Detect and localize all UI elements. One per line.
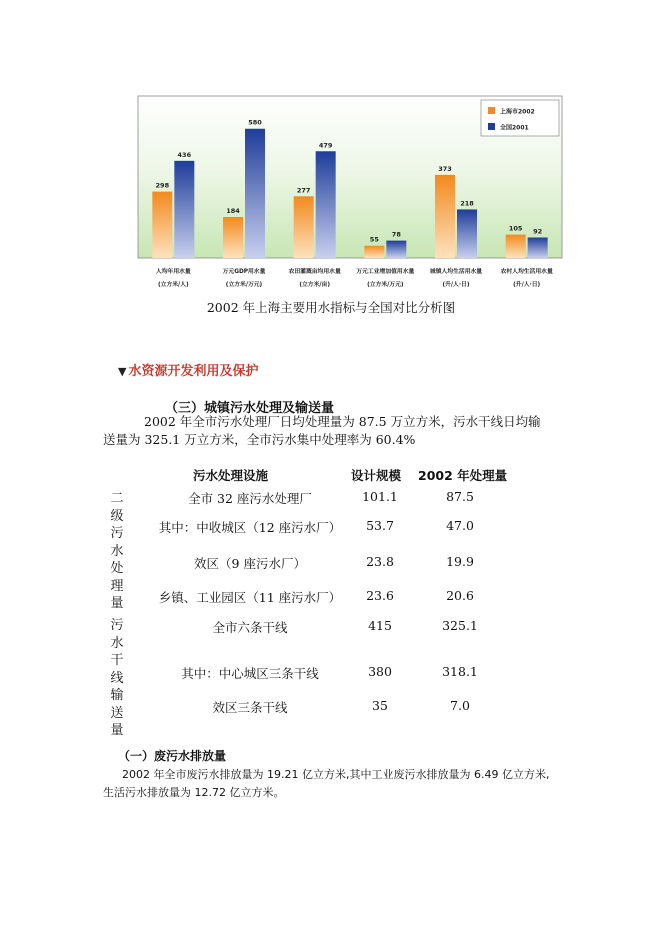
paragraph-line-2: 送量为 325.1 万立方米，全市污水集中处理率为 60.4% (103, 432, 416, 447)
bar-value-label: 55 (369, 235, 379, 244)
group-label-char: 污 (110, 618, 124, 633)
table-row-processed: 19.9 (446, 554, 474, 569)
table-row-name: 其中：中收城区（12 座污水厂） (158, 520, 342, 535)
table-row-processed: 20.6 (446, 588, 474, 603)
category-unit-label: (立方米/人) (158, 282, 189, 288)
group-label-char: 送 (110, 705, 124, 721)
table-row-processed: 87.5 (446, 489, 474, 504)
header-design: 设计规模 (351, 468, 402, 483)
group-label-char: 量 (110, 723, 124, 738)
bar-national-2001 (457, 209, 477, 258)
bar-shanghai-2002 (294, 196, 314, 258)
category-label: 农田灌溉亩均用水量 (288, 269, 341, 275)
table-row-processed: 7.0 (450, 698, 470, 713)
bar-value-label: 105 (508, 224, 523, 233)
table-row-processed: 47.0 (446, 518, 474, 533)
paragraph2-line-2: 生活污水排放量为 12.72 亿立方米。 (103, 786, 285, 799)
table-row-name: 全市 32 座污水处理厂 (188, 491, 312, 506)
bar-value-label: 277 (296, 186, 311, 195)
bar-value-label: 78 (391, 230, 401, 239)
category-label: 万元GDP用水量 (222, 269, 266, 275)
water-use-comparison-chart (136, 94, 564, 294)
bar-national-2001 (528, 237, 548, 258)
bar-value-label: 479 (318, 141, 333, 150)
table-row-design: 53.7 (366, 518, 394, 533)
table-row-design: 415 (368, 618, 392, 633)
group-label-char: 水 (110, 543, 124, 559)
bar-national-2001 (245, 129, 265, 258)
table-row-design: 101.1 (362, 489, 398, 504)
table-row-design: 23.6 (366, 588, 394, 603)
category-label: 城镇人均生活用水量 (429, 269, 483, 275)
bar-national-2001 (174, 161, 194, 258)
section-title-text: 水资源开发利用及保护 (128, 364, 259, 379)
group-label-char: 输 (110, 688, 124, 703)
category-unit-label: (立方米/万元) (225, 282, 263, 288)
group-label-char: 级 (110, 508, 124, 524)
section-title (118, 360, 258, 379)
bar-national-2001 (316, 151, 336, 258)
bar-shanghai-2002 (223, 217, 243, 258)
table-row-design: 35 (372, 698, 388, 713)
group-label-char: 二 (110, 491, 124, 506)
bar-value-label: 436 (177, 150, 192, 159)
bar-value-label: 184 (226, 206, 240, 215)
table-row-processed: 325.1 (442, 618, 478, 633)
category-label: 万元工业增加值用水量 (356, 269, 415, 275)
chart-caption: 2002 年上海主要用水指标与全国对比分析图 (206, 300, 456, 315)
table-row-design: 380 (368, 664, 392, 679)
bar-shanghai-2002 (364, 246, 384, 258)
table-row-name: 全市六条干线 (212, 620, 288, 635)
bar-value-label: 218 (460, 199, 474, 208)
header-processed: 2002 年处理量 (418, 468, 508, 483)
legend-swatch (488, 107, 495, 114)
category-label: 人均年用水量 (155, 269, 191, 275)
bar-value-label: 373 (438, 164, 452, 173)
category-unit-label: (立方米/亩) (299, 282, 330, 288)
legend-label: 上海市2002 (500, 108, 535, 116)
header-facility: 污水处理设施 (193, 468, 269, 483)
group-label-char: 理 (110, 578, 124, 594)
group-label-char: 污 (110, 526, 124, 541)
table-row-name: 其中：中心城区三条干线 (181, 666, 319, 681)
group-label-char: 线 (110, 670, 124, 686)
paragraph-line-1: 2002 年全市污水处理厂日均处理量为 87.5 万立方米，污水干线日均输 (144, 414, 541, 429)
paragraph2-line-1: 2002 年全市废污水排放量为 19.21 亿立方米,其中工业废污水排放量为 6.49 亿立方米, (122, 768, 550, 781)
bar-shanghai-2002 (435, 175, 455, 258)
category-label: 农村人均生活用水量 (500, 269, 553, 275)
bar-value-label: 580 (248, 118, 262, 127)
table-row-name: 效区三条干线 (212, 700, 288, 715)
bar-value-label: 298 (155, 181, 170, 190)
category-unit-label: (升/人·日) (513, 282, 541, 288)
category-unit-label: (立方米/万元) (367, 282, 404, 288)
category-unit-label: (升/人·日) (442, 282, 470, 288)
triangle-down-icon: ▼ (118, 365, 127, 378)
group-label-trunk-transport (107, 617, 127, 740)
group-label-char: 干 (110, 653, 124, 668)
table-row-name: 效区（9 座污水厂） (194, 556, 306, 571)
table-row-design: 23.8 (366, 554, 394, 569)
bar-shanghai-2002 (506, 235, 526, 258)
bar-value-label: 92 (533, 227, 543, 236)
bar-shanghai-2002 (152, 192, 172, 258)
table-row-processed: 318.1 (442, 664, 478, 679)
group-label-char: 水 (110, 635, 124, 651)
group-label-char: 量 (110, 596, 124, 611)
legend-label: 全国2001 (500, 124, 529, 132)
table-row-name: 乡镇、工业园区（11 座污水厂） (158, 590, 342, 605)
group-label-char: 处 (110, 561, 124, 576)
bar-national-2001 (386, 241, 406, 258)
section2-title: （一）废污水排放量 (118, 749, 227, 763)
subsection-title: （三）城镇污水处理及输送量 (165, 401, 335, 416)
legend-swatch (488, 123, 495, 130)
